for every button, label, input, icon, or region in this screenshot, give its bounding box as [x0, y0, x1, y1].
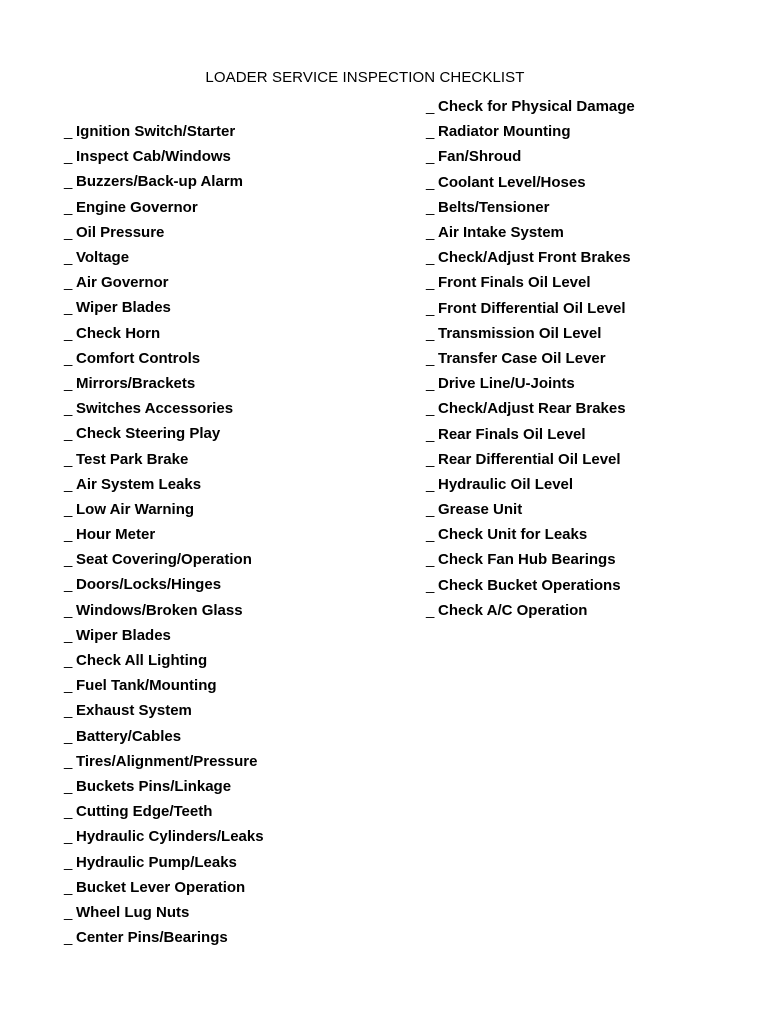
checklist-item-label: Wheel Lug Nuts: [76, 903, 190, 921]
checkbox-blank[interactable]: _: [426, 274, 435, 292]
checklist-item-label: Exhaust System: [76, 702, 192, 720]
checklist-item-label: Fuel Tank/Mounting: [76, 677, 217, 695]
checklist-item: [426, 472, 756, 497]
checklist-item-label: Check for Physical Damage: [438, 98, 635, 116]
checklist-item-label: Drive Line/U-Joints: [438, 375, 575, 393]
checkbox-blank[interactable]: _: [64, 652, 73, 670]
checkbox-blank[interactable]: _: [426, 173, 435, 191]
checkbox-blank[interactable]: _: [64, 450, 73, 468]
checklist-item: [426, 220, 756, 245]
checkbox-blank[interactable]: _: [64, 601, 73, 619]
checkbox-blank[interactable]: _: [426, 249, 435, 267]
checklist-item-label: Wiper Blades: [76, 626, 171, 644]
checkbox-blank[interactable]: _: [426, 375, 435, 393]
checkbox-blank[interactable]: _: [64, 752, 73, 770]
checkbox-blank[interactable]: _: [64, 903, 73, 921]
checklist-item: [426, 144, 756, 169]
checklist-item: [64, 925, 394, 950]
checklist-item: [64, 749, 394, 774]
checklist-item: [64, 119, 394, 144]
checklist-item-label: Voltage: [76, 249, 130, 267]
checkbox-blank[interactable]: _: [426, 425, 435, 443]
checklist-item: [64, 472, 394, 497]
checklist-item: [64, 270, 394, 295]
checklist-item-label: Switches Accessories: [76, 400, 234, 418]
checklist-item: [64, 446, 394, 471]
checklist-item: [64, 245, 394, 270]
checklist-item: [64, 724, 394, 749]
checklist-item-label: Windows/Broken Glass: [76, 601, 243, 619]
checklist-item: [426, 547, 756, 572]
checklist-item-label: Check/Adjust Front Brakes: [438, 249, 631, 267]
checkbox-blank[interactable]: _: [64, 173, 73, 191]
checkbox-blank[interactable]: _: [426, 475, 435, 493]
checkbox-blank[interactable]: _: [426, 601, 435, 619]
checklist-item: [64, 824, 394, 849]
checklist-item: [64, 169, 394, 194]
checklist-item: [426, 296, 756, 321]
checklist-item-label: Air Intake System: [438, 224, 564, 242]
checklist-item-label: Hydraulic Oil Level: [438, 475, 574, 493]
checklist-item: [64, 522, 394, 547]
checkbox-blank[interactable]: _: [426, 299, 435, 317]
checklist-item: [64, 547, 394, 572]
checklist-item-label: Air Governor: [76, 274, 169, 292]
checklist-item: [64, 875, 394, 900]
checklist-item-label: Oil Pressure: [76, 223, 165, 241]
checkbox-blank[interactable]: _: [64, 274, 73, 292]
checklist-item-label: Wiper Blades: [76, 299, 171, 317]
checkbox-blank[interactable]: _: [426, 501, 435, 519]
checkbox-blank[interactable]: _: [64, 878, 73, 896]
checklist-item-label: Rear Differential Oil Level: [438, 450, 621, 468]
checkbox-blank[interactable]: _: [426, 551, 435, 569]
checklist-item-label: Tires/Alignment/Pressure: [76, 752, 258, 770]
checklist-item-label: Engine Governor: [76, 198, 198, 216]
checklist-item-label: Ignition Switch/Starter: [76, 123, 236, 141]
checkbox-blank[interactable]: _: [426, 148, 435, 166]
checklist-item: [64, 774, 394, 799]
checklist-item: [64, 144, 394, 169]
checklist-item-label: Inspect Cab/Windows: [76, 148, 231, 166]
checkbox-blank[interactable]: _: [64, 374, 73, 392]
checklist-item: [426, 497, 756, 522]
checkbox-blank[interactable]: _: [64, 148, 73, 166]
checklist-item: [426, 371, 756, 396]
checklist-item-label: Transfer Case Oil Lever: [438, 349, 606, 367]
checklist-item-label: Cutting Edge/Teeth: [76, 803, 213, 821]
checklist-item-label: Check/Adjust Rear Brakes: [438, 400, 626, 418]
checkbox-blank[interactable]: _: [426, 123, 435, 141]
checklist-item: [426, 94, 756, 119]
checkbox-blank[interactable]: _: [64, 299, 73, 317]
checklist-item-label: Seat Covering/Operation: [76, 551, 252, 569]
checkbox-blank[interactable]: _: [64, 349, 73, 367]
checklist-item-label: Check Fan Hub Bearings: [438, 551, 616, 569]
checklist-item: [64, 346, 394, 371]
checklist-item-label: Center Pins/Bearings: [76, 929, 228, 947]
checklist-item: [426, 321, 756, 346]
checkbox-blank[interactable]: _: [64, 475, 73, 493]
checklist-item: [64, 220, 394, 245]
checklist-item: [64, 195, 394, 220]
checklist-item-label: Radiator Mounting: [438, 123, 571, 141]
checkbox-blank[interactable]: _: [426, 450, 435, 468]
checklist-item-label: Coolant Level/Hoses: [438, 173, 586, 191]
checkbox-blank[interactable]: _: [64, 929, 73, 947]
checklist-item-label: Front Finals Oil Level: [438, 274, 591, 292]
checklist-item-label: Comfort Controls: [76, 349, 201, 367]
checkbox-blank[interactable]: _: [426, 224, 435, 242]
checklist-item: [426, 396, 756, 421]
checklist-item: [426, 447, 756, 472]
checkbox-blank[interactable]: _: [64, 576, 73, 594]
checkbox-blank[interactable]: _: [426, 98, 435, 116]
checkbox-blank[interactable]: _: [64, 324, 73, 342]
checkbox-blank[interactable]: _: [64, 803, 73, 821]
checklist-item: [64, 623, 394, 648]
checkbox-blank[interactable]: _: [64, 223, 73, 241]
checkbox-blank[interactable]: _: [426, 576, 435, 594]
checklist-item-label: Buzzers/Back-up Alarm: [76, 173, 243, 191]
checklist-item: [426, 245, 756, 270]
checklist-item-label: Bucket Lever Operation: [76, 878, 246, 896]
checklist-item-label: Test Park Brake: [76, 450, 189, 468]
checklist-item: [426, 346, 756, 371]
checkbox-blank[interactable]: _: [64, 198, 73, 216]
checklist-item: [64, 421, 394, 446]
checklist-item-label: Check Bucket Operations: [438, 576, 621, 594]
checklist-item: [64, 900, 394, 925]
checklist-item: [426, 170, 756, 195]
checklist-item-label: Mirrors/Brackets: [76, 374, 196, 392]
checklist-item-label: Check A/C Operation: [438, 601, 588, 619]
checklist-item: [64, 648, 394, 673]
checkbox-blank[interactable]: _: [64, 677, 73, 695]
checklist-item: [64, 799, 394, 824]
checklist-item: [426, 598, 756, 623]
checklist-item-label: Check Horn: [76, 324, 161, 342]
checklist-item: [426, 573, 756, 598]
checkbox-blank[interactable]: _: [64, 500, 73, 518]
checklist-item-label: Low Air Warning: [76, 500, 195, 518]
checkbox-blank[interactable]: _: [64, 626, 73, 644]
checklist-item: [426, 522, 756, 547]
page-title: LOADER SERVICE INSPECTION CHECKLIST: [205, 69, 525, 86]
checkbox-blank[interactable]: _: [64, 249, 73, 267]
checklist-item: [64, 598, 394, 623]
checklist-item-label: Belts/Tensioner: [438, 198, 550, 216]
checkbox-blank[interactable]: _: [426, 198, 435, 216]
checklist-item-label: Buckets Pins/Linkage: [76, 777, 232, 795]
checkbox-blank[interactable]: _: [64, 123, 73, 141]
checklist-item-label: Front Differential Oil Level: [438, 299, 626, 317]
checkbox-blank[interactable]: _: [64, 853, 73, 871]
checklist-item: [426, 195, 756, 220]
checklist-item-label: Fan/Shroud: [438, 148, 522, 166]
checklist-item: [64, 396, 394, 421]
checklist-item-label: Hour Meter: [76, 526, 156, 544]
checkbox-blank[interactable]: _: [64, 828, 73, 846]
checklist-item: [426, 270, 756, 295]
checklist-item: [64, 673, 394, 698]
checklist-item-label: Rear Finals Oil Level: [438, 425, 586, 443]
checklist-item-label: Doors/Locks/Hinges: [76, 576, 222, 594]
checkbox-blank[interactable]: _: [64, 727, 73, 745]
checklist-item: [426, 421, 756, 446]
checklist-item: [64, 698, 394, 723]
checklist-item-label: Air System Leaks: [76, 475, 202, 493]
checkbox-blank[interactable]: _: [426, 526, 435, 544]
checklist-item: [426, 119, 756, 144]
checkbox-blank[interactable]: _: [64, 425, 73, 443]
checklist-item: [64, 371, 394, 396]
checklist-left-column: [64, 119, 394, 950]
checklist-item-label: Check All Lighting: [76, 652, 208, 670]
checklist-item: [64, 295, 394, 320]
checklist-item-label: Hydraulic Cylinders/Leaks: [76, 828, 264, 846]
checklist-right-column: [426, 94, 756, 623]
checklist-item: [64, 321, 394, 346]
checkbox-blank[interactable]: _: [426, 400, 435, 418]
checkbox-blank[interactable]: _: [64, 777, 73, 795]
checklist-item-label: Hydraulic Pump/Leaks: [76, 853, 237, 871]
checklist-item: [64, 497, 394, 522]
checklist-item: [64, 572, 394, 597]
checkbox-blank[interactable]: _: [64, 551, 73, 569]
checklist-item: [64, 849, 394, 874]
checkbox-blank[interactable]: _: [64, 526, 73, 544]
checkbox-blank[interactable]: _: [64, 400, 73, 418]
checklist-item-label: Transmission Oil Level: [438, 324, 602, 342]
checklist-item-label: Check Unit for Leaks: [438, 526, 588, 544]
checkbox-blank[interactable]: _: [426, 324, 435, 342]
checklist-item-label: Battery/Cables: [76, 727, 182, 745]
checkbox-blank[interactable]: _: [426, 349, 435, 367]
checklist-item-label: Grease Unit: [438, 501, 523, 519]
checklist-item-label: Check Steering Play: [76, 425, 221, 443]
checkbox-blank[interactable]: _: [64, 702, 73, 720]
